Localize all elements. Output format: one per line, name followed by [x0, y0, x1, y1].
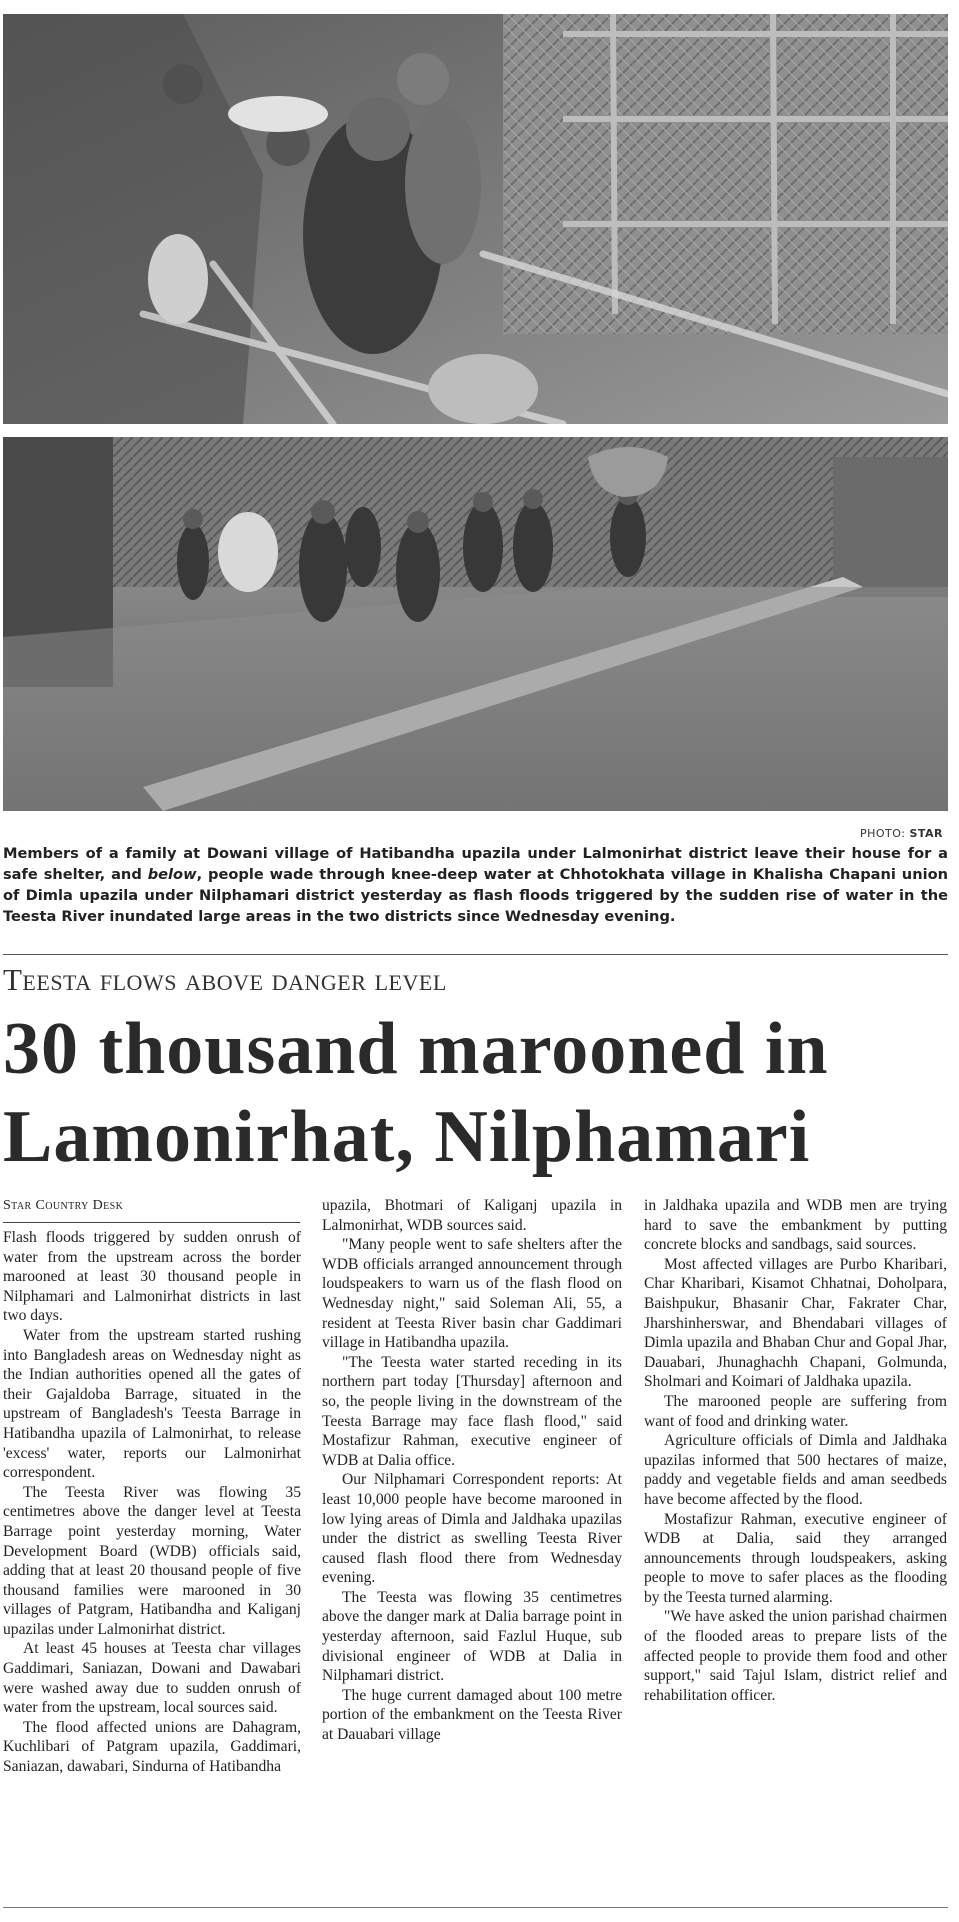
- paragraph: The flood affected unions are Dahagram, Kuchlibari of Patgram upazila, Gaddimari, Saniazan, dawabari, Sindurna of Hatibandha: [3, 1718, 301, 1776]
- caption-emphasis: below: [147, 866, 197, 883]
- article-column-2: [322, 1196, 622, 1745]
- paragraph: in Jaldhaka upazila and WDB men are trying hard to save the embankment by putting concrete blocks and sandbags, said sources.: [644, 1197, 947, 1254]
- caption-part-2: , people wade through knee-deep water at Chhotokhata village in Khalisha Chapani union of Dimla upazila under Nilphamari district yesterday as flash floods triggered by the sudden rise of water in the Teesta River inundated large areas in the two districts since Wednesday evening.: [3, 866, 948, 925]
- photo-credit: [860, 827, 943, 840]
- flood-family-photo-image: [3, 14, 948, 424]
- paragraph: The marooned people are suffering from want of food and drinking water.: [644, 1392, 947, 1430]
- photo-caption: [3, 843, 948, 927]
- paragraph: The huge current damaged about 100 metre portion of the embankment on the Teesta River at Dauabari village: [322, 1686, 622, 1744]
- wading-villagers-photo-image: [3, 437, 948, 811]
- kicker-headline: Teesta flows above danger level: [3, 962, 447, 997]
- paragraph: The Teesta River was flowing 35 centimetres above the danger level at Teesta Barrage point yesterday morning, Water Development Board (WDB) officials said, adding that at least 20 thousand people of five thousand families were marooned in 30 villages of Patgram, Hatibandha and Kaliganj upazilas under Lalmonirhat district.: [3, 1483, 301, 1638]
- paragraph: "We have asked the union parishad chairmen of the flooded areas to prepare lists of the affected people to provide them food and other support," said Tajul Islam, district relief and rehabilitation officer.: [644, 1608, 947, 1704]
- paragraph: upazila, Bhotmari of Kaliganj upazila in Lalmonirhat, WDB sources said.: [322, 1197, 622, 1234]
- paragraph: Mostafizur Rahman, executive engineer of WDB at Dalia, said they arranged announcements through loudspeakers, asking people to move to safer places as the flooding by the Teesta turned alarming.: [644, 1510, 947, 1606]
- page-bottom-rule: [3, 1907, 948, 1908]
- main-headline: 30 thousand marooned in Lamonirhat, Nilphamari: [3, 1008, 829, 1178]
- paragraph: Our Nilphamari Correspondent reports: At least 10,000 people have become marooned in low lying areas of Dimla and Jaldhaka upazilas under the district as swelling Teesta River caused flash flood there from Wednesday evening.: [322, 1471, 622, 1587]
- paragraph: Most affected villages are Purbo Kharibari, Char Kharibari, Kisamot Chhatnai, Doholpara, Baishpukur, Bhasanir Char, Fakrater Char, Jharshinherswar, and Bhendabari villages of Dimla upazila and Bhaban Chur and Gopal Jhar, Dauabari, Jhunaghachh Chapani, Golmunda, Sholmari and Koimari of Jaldhaka upazila.: [644, 1255, 947, 1391]
- byline: Star Country Desk: [3, 1198, 124, 1213]
- caption-part-1: Members of a family at Dowani village of Hatibandha upazila under Lalmonirhat district leave their house for a safe shelter, and: [3, 845, 948, 883]
- paragraph: At least 45 houses at Teesta char villages Gaddimari, Saniazan, Dowani and Dawabari were washed away due to sudden onrush of water from the upstream, local sources said.: [3, 1640, 301, 1717]
- paragraph: Flash floods triggered by sudden onrush of water from the upstream across the border marooned at least 30 thousand people in Nilphamari and Lalmonirhat districts in last two days.: [3, 1229, 301, 1325]
- caption-divider: [3, 954, 948, 955]
- paragraph: "Many people went to safe shelters after the WDB officials arranged announcement through loudspeakers to warn us of the flash flood on Wednesday night," said Soleman Ali, 55, a resident at Teesta River basin char Gaddimari village in Hatibandha upazila.: [322, 1236, 622, 1352]
- paragraph: "The Teesta water started receding in its northern part today [Thursday] afternoon and so, the people living in the downstream of the Teesta Barrage may face flash flood," said Mostafizur Rahman, executive engineer of WDB at Dalia office.: [322, 1353, 622, 1469]
- article-column-1: [3, 1228, 301, 1777]
- paragraph: The Teesta was flowing 35 centimetres above the danger mark at Dalia barrage point in yesterday afternoon, said Fazlul Huque, sub divisional engineer of WDB at Dalia in Nilphamari district.: [322, 1588, 622, 1685]
- byline-divider: [3, 1222, 300, 1223]
- paragraph: Agriculture officials of Dimla and Jaldhaka upazilas informed that 500 hectares of maize, paddy and vegetable fields and aman seedbeds have become affected by the flood.: [644, 1432, 947, 1508]
- paragraph: Water from the upstream started rushing into Bangladesh areas on Wednesday night as the Indian authorities opened all the gates of their Gajaldoba Barrage, situated in the upstream of Bangladesh's Teesta Barrage in Hatibandha upazila of Lalmonirhat, to release 'excess' water, reports our Lalmonirhat correspondent.: [3, 1326, 301, 1482]
- photo-credit-source: STAR: [909, 827, 943, 840]
- flood-family-photo: [3, 14, 948, 424]
- article-column-3: [644, 1196, 947, 1705]
- wading-villagers-photo: [3, 437, 948, 811]
- photo-credit-label: PHOTO:: [859, 827, 906, 840]
